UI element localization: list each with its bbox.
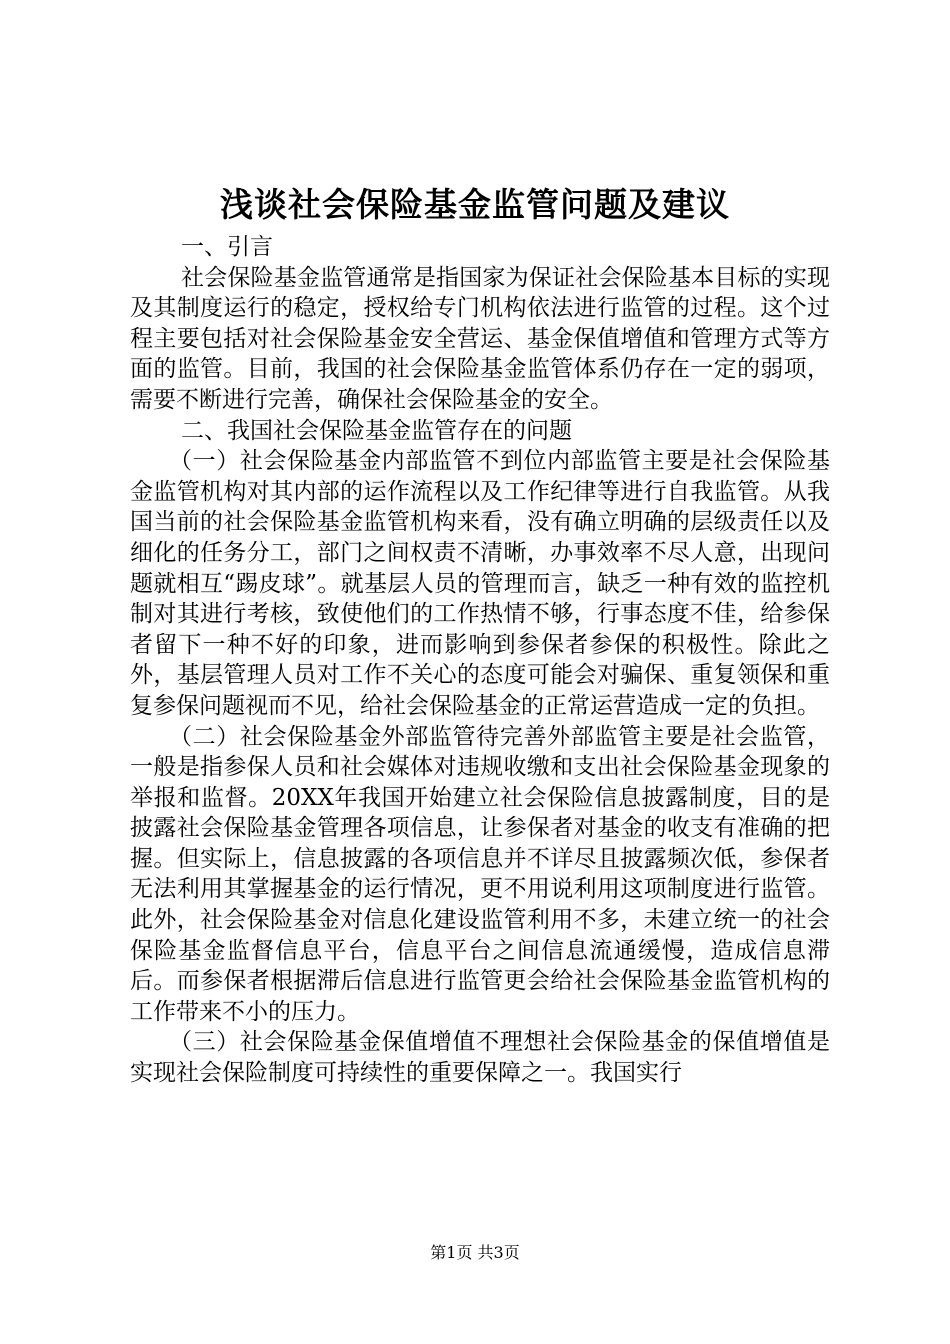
page-footer: 第1页 共3页 — [430, 1243, 520, 1262]
paragraph-problem-1: （一）社会保险基金内部监管不到位内部监管主要是社会保险基金监管机构对其内部的运作流程以及工作纪律等进行自我监管。从我国当前的社会保险基金监管机构来看，没有确立明确的层级责任以及细化的任务分工，部门之间权责不清晰，办事效率不尽人意，出现问题就相互“踢皮球”。就基层人员的管理而言，缺乏一种有效的监控机制对其进行考核，致使他们的工作热情不够，行事态度不佳，给参保者留下一种不好的印象，进而影响到参保者参保的积极性。除此之外，基层管理人员对工作不关心的态度可能会对骗保、重复领保和重复参保问题视而不见，给社会保险基金的正常运营造成一定的负担。 — [130, 448, 830, 719]
document-body — [130, 232, 830, 1089]
document-title: 浅谈社会保险基金监管问题及建议 — [220, 185, 730, 224]
section-heading-problems: 二、我国社会保险基金监管存在的问题 — [181, 417, 572, 444]
paragraph-problem-2: （二）社会保险基金外部监管待完善外部监管主要是社会监管，一般是指参保人员和社会媒体对违规收缴和支出社会保险基金现象的举报和监督。20XX年我国开始建立社会保险信息披露制度，目的是披露社会保险基金管理各项信息，让参保者对基金的收支有准确的把握。但实际上，信息披露的各项信息并不详尽且披露频次低，参保者无法利用其掌握基金的运行情况，更不用说利用这项制度进行监管。此外，社会保险基金对信息化建设监管利用不多，未建立统一的社会保险基金监督信息平台，信息平台之间信息流通缓慢，造成信息滞后。而参保者根据滞后信息进行监管更会给社会保险基金监管机构的工作带来不小的压力。 — [130, 723, 830, 1025]
section-heading-intro: 一、引言 — [181, 234, 273, 260]
paragraph-intro: 社会保险基金监管通常是指国家为保证社会保险基本目标的实现及其制度运行的稳定，授权给专门机构依法进行监管的过程。这个过程主要包括对社会保险基金安全营运、基金保值增值和管理方式等方面的监管。目前，我国的社会保险基金监管体系仍存在一定的弱项，需要不断进行完善，确保社会保险基金的安全。 — [130, 264, 830, 413]
paragraph-problem-3: （三）社会保险基金保值增值不理想社会保险基金的保值增值是实现社会保险制度可持续性的重要保障之一。我国实行 — [130, 1029, 830, 1087]
